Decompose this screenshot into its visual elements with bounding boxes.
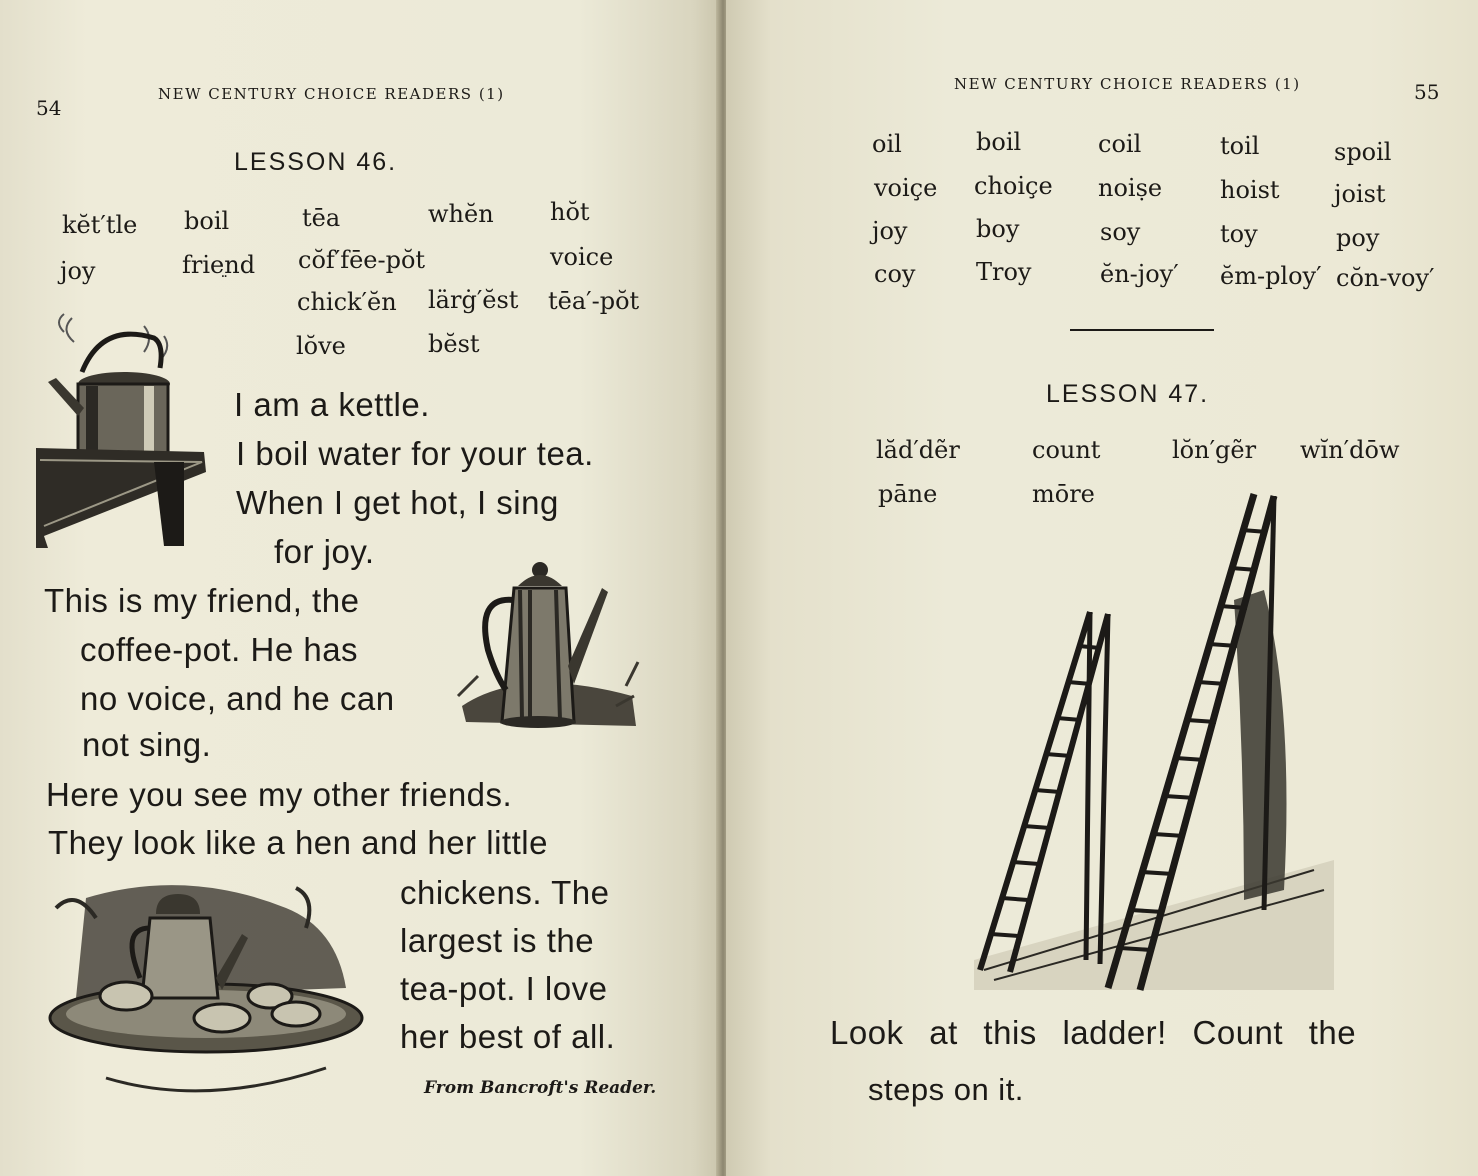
text-line: largest is the [400, 922, 595, 959]
vocab-word: ĕm-ploy′ [1220, 262, 1322, 290]
vocab-word: spoil [1334, 138, 1392, 166]
vocab-word: Troy [976, 258, 1032, 286]
lesson-title: LESSON 47. [1046, 380, 1210, 408]
left-page [0, 0, 722, 1176]
vocab-word: lŏn′gẽr [1172, 436, 1257, 464]
text-line: This is my friend, the [44, 582, 360, 619]
text-line: not sing. [82, 726, 212, 763]
vocab-word: lŏve [296, 332, 346, 360]
vocab-word: tēa [302, 204, 341, 232]
text-line: her best of all. [400, 1018, 616, 1055]
vocab-word: ĕn-joy′ [1100, 260, 1179, 288]
vocab-word: frieֵnd [182, 251, 256, 279]
vocab-word: boil [184, 207, 230, 235]
coffee-pot-illustration [456, 556, 642, 732]
vocab-word: voice [550, 243, 614, 271]
text-line: When I get hot, I sing [236, 484, 559, 521]
text-line: I am a kettle. [234, 386, 430, 423]
text-line: steps on it. [868, 1072, 1024, 1107]
vocab-word: coy [874, 260, 916, 288]
text-line: They look like a hen and her little [48, 824, 548, 861]
vocab-word: boil [976, 128, 1022, 156]
vocab-word: wĭn′dōw [1300, 436, 1400, 464]
vocab-word: soy [1100, 218, 1141, 246]
section-divider [1070, 329, 1214, 331]
page-number: 55 [1414, 80, 1440, 104]
lesson-title: LESSON 46. [234, 148, 398, 176]
text-line: chickens. The [400, 874, 610, 911]
text-line: Look at this ladder! Count the [830, 1014, 1357, 1051]
text-line: I boil water for your tea. [236, 435, 594, 472]
vocab-word: hoist [1220, 176, 1280, 204]
text-line: for joy. [274, 533, 375, 570]
vocab-word: chick′ĕn [297, 288, 397, 316]
vocab-word: joist [1334, 180, 1386, 208]
vocab-word: pāne [878, 480, 938, 508]
text-line: Here you see my other friends. [46, 776, 513, 813]
vocab-word: kĕt′tle [62, 211, 138, 239]
vocab-word: bĕst [428, 330, 480, 358]
text-line: coffee-pot. He has [80, 631, 359, 668]
vocab-word: lärġ′ĕst [428, 286, 519, 314]
vocab-word: coil [1098, 130, 1142, 158]
vocab-word: boy [976, 215, 1020, 243]
vocab-word: count [1032, 436, 1101, 464]
vocab-word: toy [1220, 220, 1258, 248]
vocab-word: choiçe [974, 172, 1053, 200]
kettle-illustration [34, 312, 210, 548]
text-line: tea-pot. I love [400, 970, 608, 1007]
vocab-word: joy [60, 257, 96, 285]
vocab-word: cŏn-voy′ [1336, 264, 1435, 292]
vocab-word: noiṣe [1098, 174, 1163, 202]
credit-line: From Bancroft's Reader. [424, 1078, 657, 1098]
page-number: 54 [36, 96, 62, 120]
vocab-word: hŏt [550, 198, 590, 226]
vocab-word: voiçe [874, 174, 938, 202]
vocab-word: mōre [1032, 480, 1095, 508]
ladders-illustration [974, 490, 1334, 1000]
vocab-word: oil [872, 130, 902, 158]
vocab-word: cŏf′fēe-pŏt [298, 246, 426, 274]
right-page [726, 0, 1478, 1176]
running-head: NEW CENTURY CHOICE READERS (1) [158, 85, 505, 103]
vocab-word: tēa′-pŏt [548, 287, 640, 315]
vocab-word: whĕn [428, 200, 494, 228]
tea-set-illustration [46, 878, 368, 1104]
vocab-word: joy [872, 217, 908, 245]
running-head: NEW CENTURY CHOICE READERS (1) [954, 75, 1301, 93]
vocab-word: poy [1336, 224, 1380, 252]
vocab-word: toil [1220, 132, 1260, 160]
text-line: no voice, and he can [80, 680, 395, 717]
vocab-word: lăd′dẽr [876, 436, 960, 464]
